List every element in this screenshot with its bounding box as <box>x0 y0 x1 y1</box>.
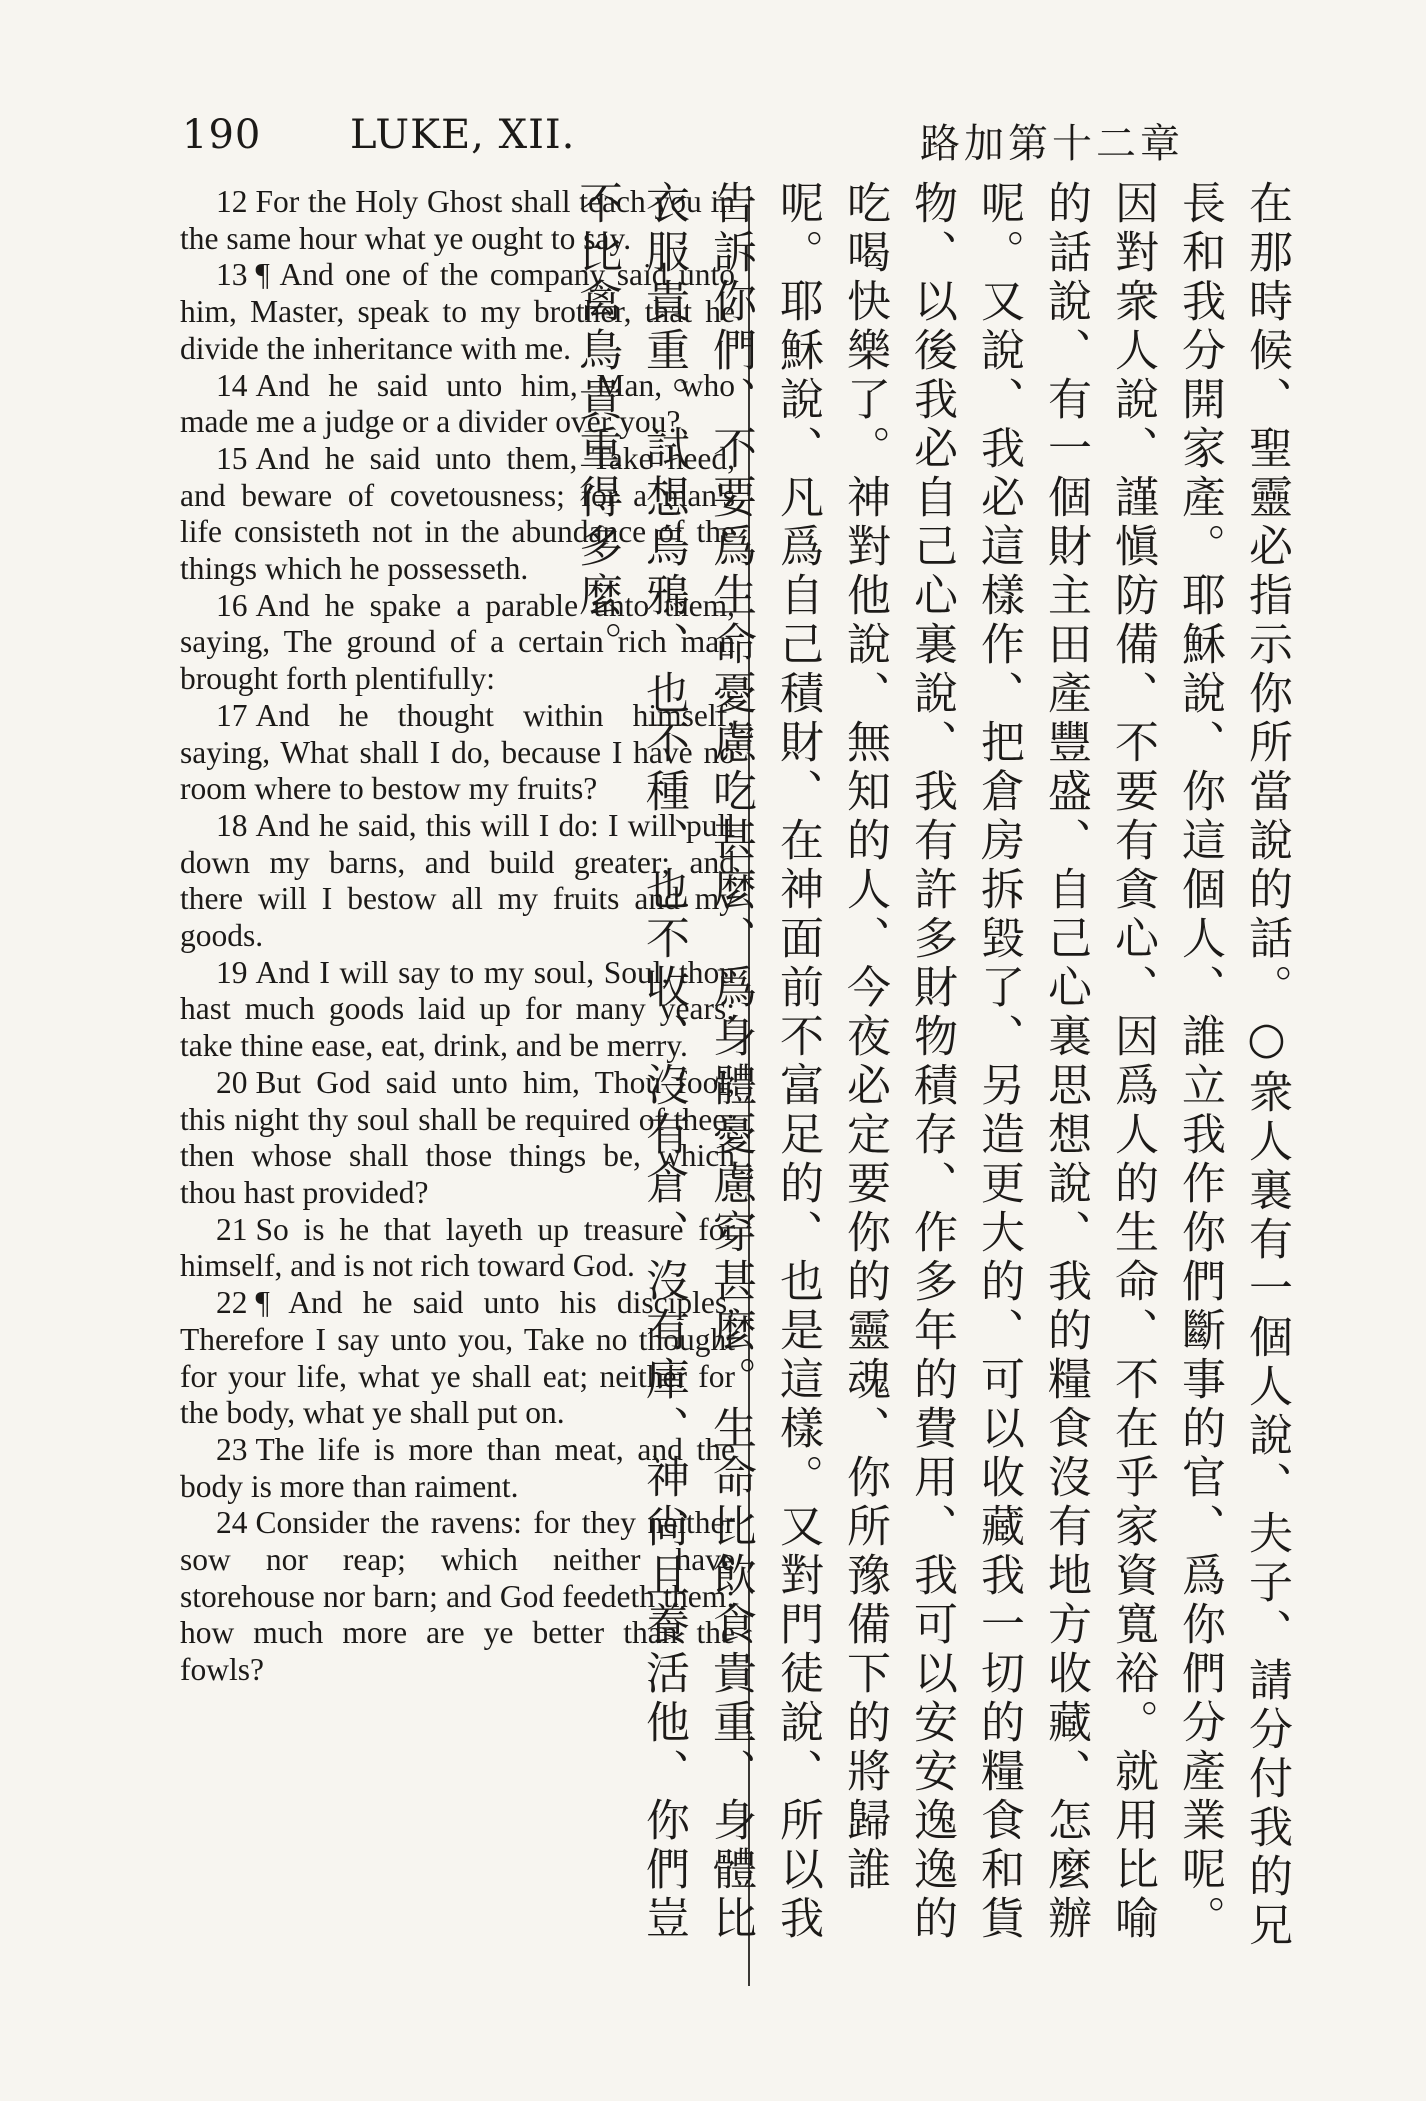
verse-text: And he said unto him, Man, who made me a judge or a divider over you? <box>180 367 735 440</box>
verse-text: And I will say to my soul, Soul, thou hast much goods laid up for many years; take thine ease, eat, drink, and be merry. <box>180 954 735 1064</box>
running-head-english: LUKE, XII. <box>350 112 576 158</box>
verse-text: But God said unto him, Thou fool, this night thy soul shall be required of thee: then whose shall those things be, which thou hast provided? <box>180 1064 735 1210</box>
page-number: 190 <box>182 112 262 158</box>
verse-text: The life is more than meat, and the body is more than raiment. <box>180 1431 735 1504</box>
verse-number: 12 <box>216 184 248 219</box>
verse-text: ¶ And one of the company said unto him, Master, speak to my brother, that he divide the inheritance with me. <box>180 257 735 366</box>
verse-text: And he spake a parable unto them, saying, The ground of a certain rich man brought forth plentifully: <box>180 587 735 697</box>
verse-number: 21 <box>216 1211 248 1247</box>
verse-number: 24 <box>216 1505 248 1541</box>
verse-number: 22 <box>216 1285 248 1321</box>
verse-text: And he said, this will I do: I will pull down my barns, and build greater; and there will I bestow all my fruits and my goods. <box>180 807 735 954</box>
chinese-text-column <box>571 180 1300 1980</box>
running-head-chinese: 路加第十二章 <box>920 121 1184 167</box>
verse-number: 14 <box>216 367 248 403</box>
verse-number: 19 <box>216 954 248 990</box>
verse-number: 23 <box>216 1431 248 1467</box>
verse-number: 18 <box>216 807 248 843</box>
verse-text: And he thought within himself, saying, What shall I do, because I have no room where to bestow my fruits? <box>180 697 735 807</box>
verse-number: 13 <box>216 257 248 293</box>
verse-text: And he said unto them, Take heed, and beware of covetousness; for a man's life consisteth not in the abundance of the things which he possesseth. <box>180 440 735 587</box>
verse-number: 20 <box>216 1064 248 1100</box>
verse-number: 15 <box>216 440 248 476</box>
verse-text: For the Holy Ghost shall teach you in the same hour what ye ought to say. <box>180 184 735 256</box>
chinese-text: 在那時候、聖靈必指示你所當說的話。○衆人裏有一個人說、夫子、請分付我的兄長和我分開家產。耶穌說、你這個人、誰立我作你們斷事的官、爲你們分產業呢。因對衆人說、謹愼防備、不要有貪心、因爲人的生命、不在乎家資寬裕。就用比喻的話說、有一個財主田產豐盛、自己心裏思想說、我的糧食沒有地方收藏、怎麼辦呢。又說、我必這樣作、把倉房拆毀了、另造更大的、可以收藏我一切的糧食和貨物、以後我必自己心裏說、我有許多財物積存、作多年的費用、我可以安安逸逸的吃喝快樂了。神對他說、無知的人、今夜必定要你的靈魂、你所豫備下的將歸誰呢。耶穌說、凡爲自己積財、在神面前不富足的、也是這樣。又對門徒說、所以我告訴你們、不要爲生命憂慮吃甚麼、爲身體憂慮穿甚麼。生命比飲食貴重、身體比衣服貴重。試想烏鴉、也不種、也不收、沒有倉、沒有庫、神尙且養活他、你們豈不比禽鳥貴重得多麼。 <box>571 180 1292 1951</box>
verse-text: ¶ And he said unto his disciples, Therefore I say unto you, Take no thought for your life, what ye shall eat; neither for the body, what ye shall put on. <box>180 1285 735 1431</box>
verse-number: 16 <box>216 587 248 623</box>
verse-text: Consider the ravens: for they neither sow nor reap; which neither have storehouse nor barn; and God feedeth them: how much more are ye better than the fowls? <box>180 1505 735 1688</box>
verse-number: 17 <box>216 697 248 733</box>
verse-text: So is he that layeth up treasure for himself, and is not rich toward God. <box>180 1211 735 1284</box>
